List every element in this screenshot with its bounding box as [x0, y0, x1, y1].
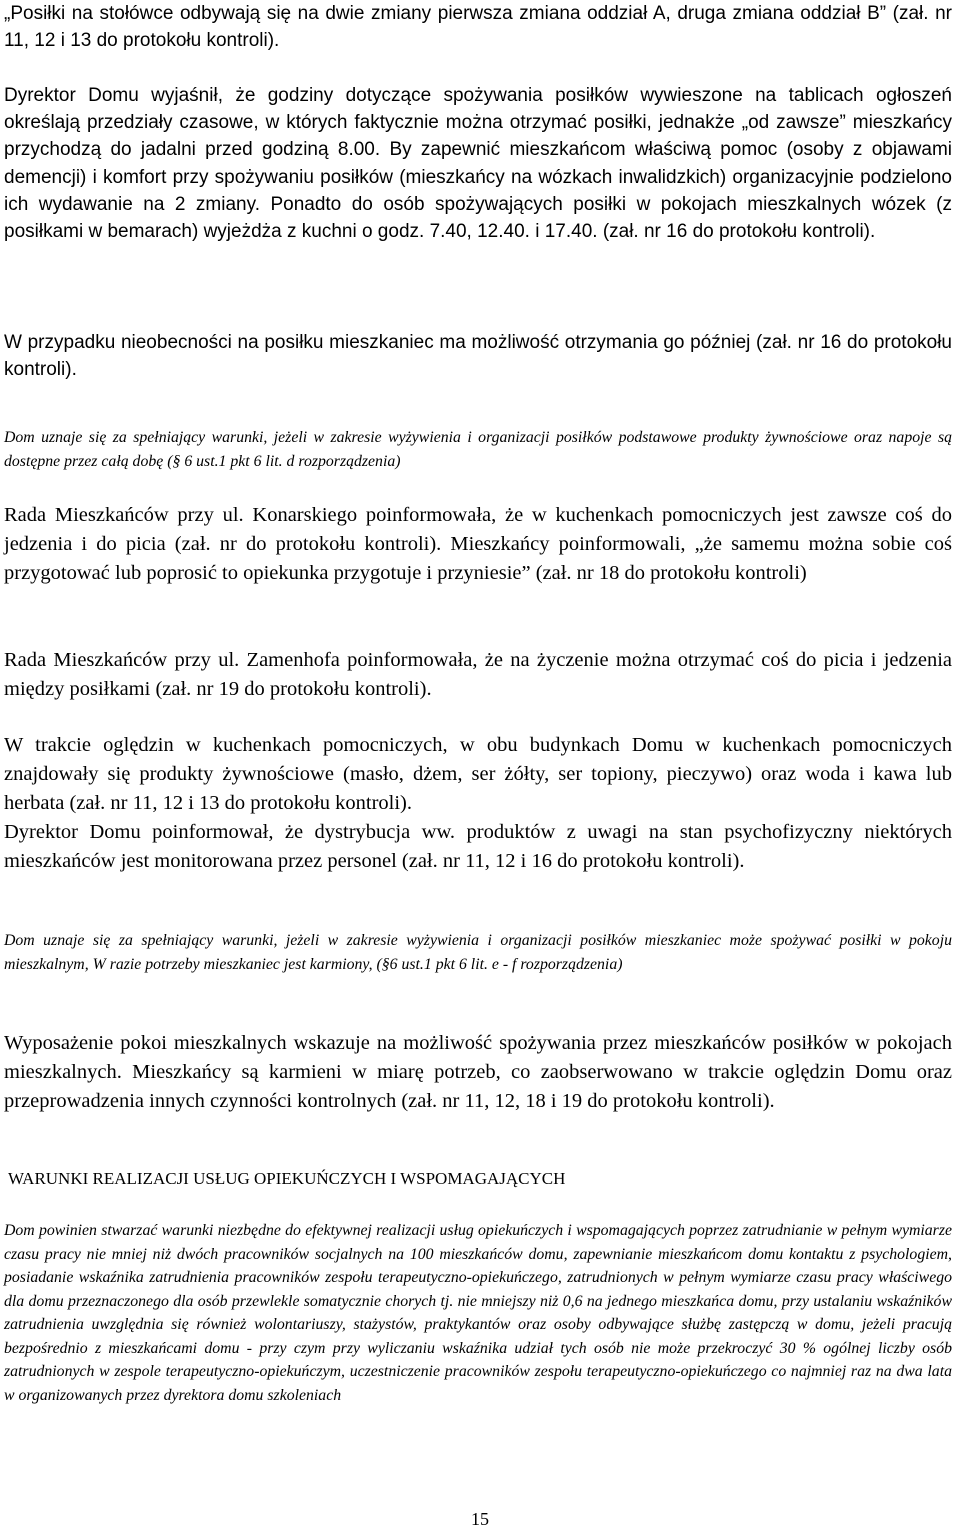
inspection-kitchens-paragraph: W trakcie oględzin w kuchenkach pomocniczych, w obu budynkach Domu w kuchenkach pomocniczych znajdowały się produkty żywnościowe (masło, dżem, ser żółty, ser topiony, pieczywo) oraz woda i kawa lub herbata (zał. nr 11, 12 i 13 do protokołu kontroli). — [4, 734, 952, 814]
director-explanation-meal-hours: Dyrektor Domu wyjaśnił, że godziny dotyczące spożywania posiłków wywieszone na tablicach ogłoszeń określają przedziały czasowe, w których faktycznie można otrzymać posiłki, jednakże „od zawsze” mieszkańcy przychodzą do jadalni przed godziną 8.00. By zapewnić mieszkańcom właściwą pomoc (osoby z objawami demencji) i komfort przy spożywaniu posiłków (mieszkańcy na wózkach inwalidzkich) organizacyjnie podzielono ich wydawanie na 2 zmiany. Ponadto do osób spożywających posiłki w pokojach mieszkalnych wózek (z posiłkami w bemarach) wyjeżdża z kuchni o godz. 7.40, 12.40. i 17.40. (zał. nr 16 do protokołu kontroli). — [4, 85, 952, 243]
section-heading: WARUNKI REALIZACJI USŁUG OPIEKUŃCZYCH I WSPOMAGAJĄCYCH — [8, 1169, 566, 1188]
absence-meal-paragraph: W przypadku nieobecności na posiłku mieszkaniec ma możliwość otrzymania go później (zał. nr 16 do protokołu kontroli). — [4, 332, 952, 381]
requirement-note-food-availability: Dom uznaje się za spełniający warunki, jeżeli w zakresie wyżywienia i organizacji posiłków podstawowe produkty żywnościowe oraz napoje są dostępne przez całą dobę (§ 6 ust.1 pkt 6 lit. d rozporządzenia) — [4, 429, 952, 470]
director-distribution-paragraph: Dyrektor Domu poinformował, że dystrybucja ww. produktów z uwagi na stan psychofizyczny niektórych mieszkańców jest monitorowana przez personel (zał. nr 11, 12 i 16 do protokołu kontroli). — [4, 821, 952, 872]
residents-council-konarskiego: Rada Mieszkańców przy ul. Konarskiego poinformowała, że w kuchenkach pomocniczych jest zawsze coś do jedzenia i do picia (zał. nr do protokołu kontroli). Mieszkańcy poinformowali, „że samemu można sobie coś przygotować lub poprosić to opiekunka przygotuje i przyniesie” (zał. nr 18 do protokołu kontroli) — [4, 504, 952, 584]
meal-shifts-quote: „Posiłki na stołówce odbywają się na dwie zmiany pierwsza zmiana oddział A, druga zmiana oddział B” (zał. nr 11, 12 i 13 do protokołu kontroli). — [4, 3, 952, 52]
room-equipment-paragraph: Wyposażenie pokoi mieszkalnych wskazuje na możliwość spożywania przez mieszkańców posiłków w pokojach mieszkalnych. Mieszkańcy są karmieni w miarę potrzeb, co zaobserwowano w trakcie oględzin Domu oraz przeprowadzenia innych czynności kontrolnych (zał. nr 11, 12, 18 i 19 do protokołu kontroli). — [4, 1032, 952, 1112]
requirement-note-care-services: Dom powinien stwarzać warunki niezbędne do efektywnej realizacji usług opiekuńczych i wspomagających poprzez zatrudnianie w pełnym wymiarze czasu pracy nie mniej niż dwóch pracowników socjalnych na 100 mieszkańców domu, zapewnianie mieszkańcom domu kontaktu z psychologiem, posiadanie wskaźnika zatrudnienia pracowników zespołu terapeutyczno-opiekuńczego, zatrudnionych w pełnym wymiarze czasu pracy właściwego dla domu przeznaczonego dla osób przewlekle somatycznie chorych tj. nie mniejszy niż 0,6 na jednego mieszkańca domu, przy ustalaniu wskaźników zatrudnienia uwzględnia się również wolontariuszy, stażystów, praktykantów oraz osoby odbywające służbę zastępczą w domu, jeżeli pracują bezpośrednio z mieszkańcami domu - przy czym przy wyliczaniu wskaźnika udział tych osób nie może przekroczyć 30 % ogólnej liczby osób zatrudnionych w zespole terapeutyczno-opiekuńczym, uczestniczenie pracowników zespołu terapeutyczno-opiekuńczego co najmniej raz na dwa lata w organizowanych przez dyrektora domu szkoleniach — [4, 1222, 952, 1404]
requirement-note-room-meals: Dom uznaje się za spełniający warunki, jeżeli w zakresie wyżywienia i organizacji posiłków mieszkaniec może spożywać posiłki w pokoju mieszkalnym, W razie potrzeby mieszkaniec jest karmiony, (§6 ust.1 pkt 6 lit. e - f rozporządzenia) — [4, 932, 952, 973]
page-number: 15 — [471, 1509, 489, 1529]
residents-council-zamenhofa: Rada Mieszkańców przy ul. Zamenhofa poinformowała, że na życzenie można otrzymać coś do picia i jedzenia między posiłkami (zał. nr 19 do protokołu kontroli). — [4, 649, 952, 700]
